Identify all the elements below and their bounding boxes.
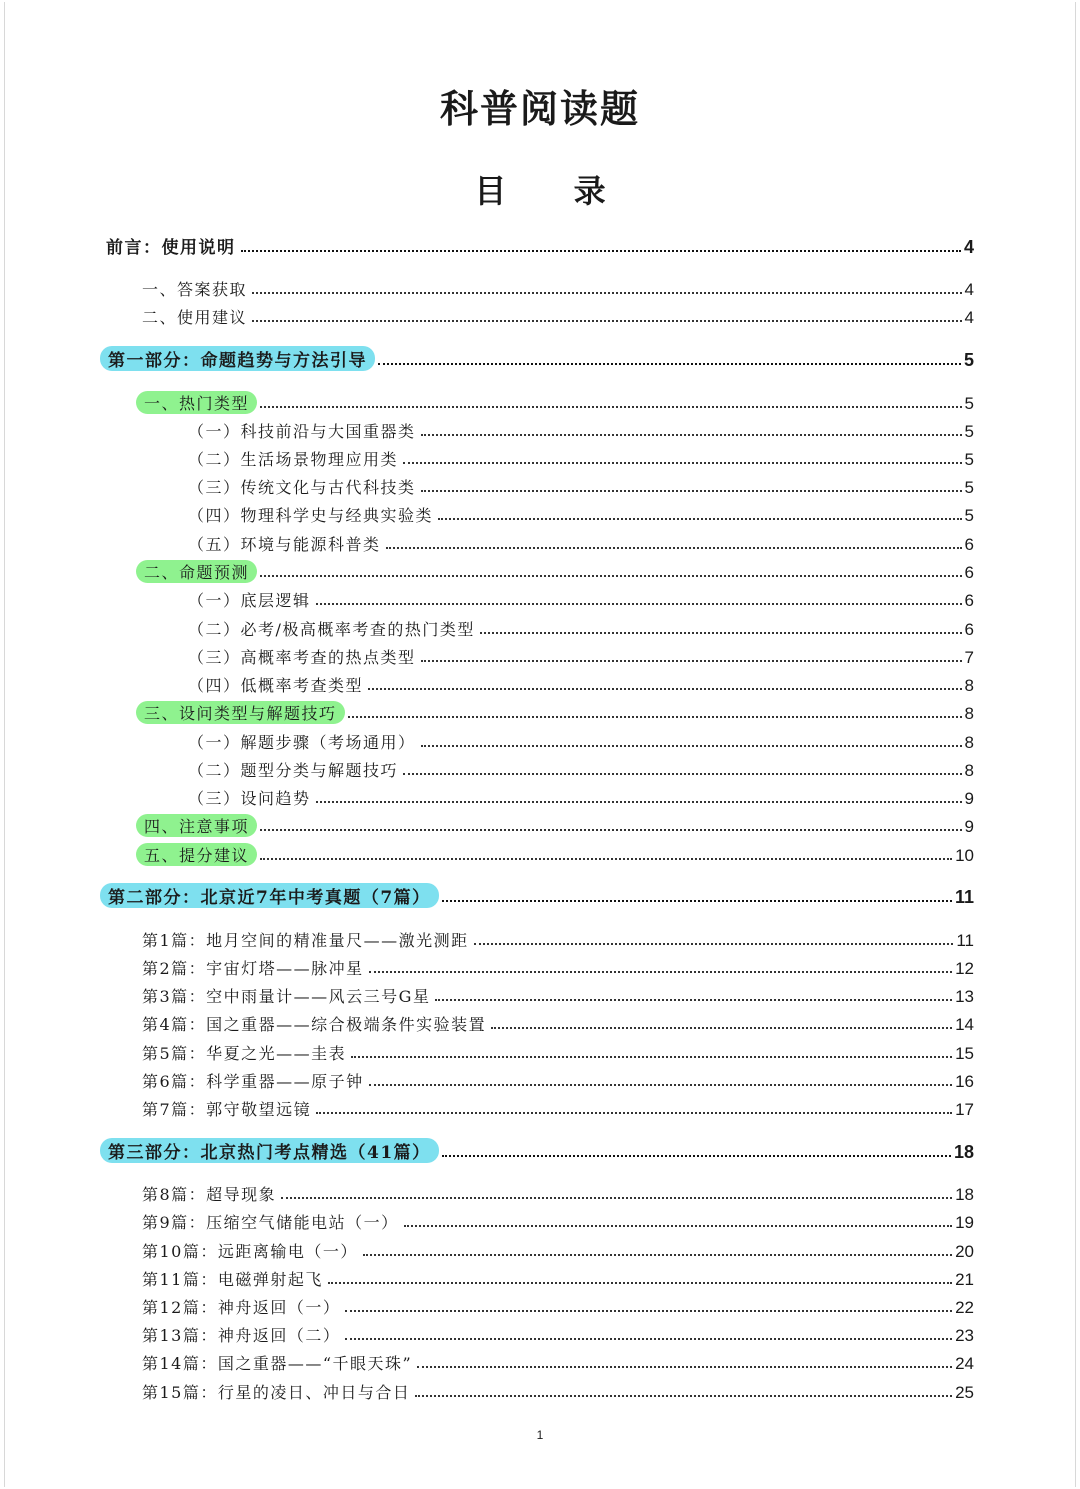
toc-entry-label: 第15篇：行星的凌日、冲日与合日 bbox=[142, 1383, 411, 1402]
toc-heading: 目 录 bbox=[474, 172, 634, 210]
toc-entry[interactable] bbox=[140, 1066, 974, 1092]
dot-leader bbox=[435, 999, 952, 1001]
toc-entry-page: 6 bbox=[964, 563, 974, 582]
toc-entry[interactable] bbox=[186, 585, 974, 611]
dot-leader bbox=[241, 250, 961, 252]
dot-leader bbox=[252, 320, 962, 322]
toc-entry-label: （三）设问趋势 bbox=[188, 789, 311, 808]
toc-entry-page: 19 bbox=[955, 1213, 974, 1232]
toc-entry-page: 23 bbox=[955, 1326, 974, 1345]
toc-entry[interactable] bbox=[140, 274, 974, 300]
toc-entry-label: 第2篇：宇宙灯塔——脉冲星 bbox=[142, 959, 364, 978]
toc-entry-label: 第8篇：超导现象 bbox=[142, 1185, 277, 1204]
toc-entry[interactable] bbox=[140, 1292, 974, 1318]
dot-leader bbox=[260, 575, 962, 577]
dot-leader bbox=[421, 490, 962, 492]
toc-entry-page: 10 bbox=[955, 846, 974, 865]
toc-entry-page: 15 bbox=[955, 1044, 974, 1063]
toc-entry-label: 一、答案获取 bbox=[142, 280, 248, 299]
toc-entry-page: 6 bbox=[964, 535, 974, 554]
toc-entry-label: 第3篇：空中雨量计——风云三号G星 bbox=[142, 987, 431, 1006]
dot-leader bbox=[474, 943, 954, 945]
dot-leader bbox=[369, 1084, 952, 1086]
toc-entry[interactable] bbox=[140, 1009, 974, 1035]
toc-entry-label: 四、注意事项 bbox=[136, 814, 257, 837]
dot-leader bbox=[316, 603, 962, 605]
toc-entry-label: 一、热门类型 bbox=[136, 391, 257, 414]
toc-entry[interactable] bbox=[140, 388, 974, 414]
toc-entry-page: 8 bbox=[964, 761, 974, 780]
toc-entry-page: 21 bbox=[955, 1270, 974, 1289]
dot-leader bbox=[480, 632, 962, 634]
dot-leader bbox=[260, 829, 962, 831]
dot-leader bbox=[442, 1155, 951, 1157]
toc-entry-page: 14 bbox=[955, 1015, 974, 1034]
dot-leader bbox=[345, 1338, 952, 1340]
dot-leader bbox=[417, 1366, 952, 1368]
dot-leader bbox=[386, 547, 962, 549]
toc-entry-label: （一）科技前沿与大国重器类 bbox=[188, 422, 416, 441]
toc-entry-page: 9 bbox=[964, 789, 974, 808]
toc-entry-label: 五、提分建议 bbox=[136, 843, 257, 866]
toc-entry[interactable] bbox=[140, 811, 974, 837]
toc-entry-label: 第7篇：郭守敬望远镜 bbox=[142, 1100, 312, 1119]
toc-entry[interactable] bbox=[140, 1094, 974, 1120]
dot-leader bbox=[316, 801, 962, 803]
dot-leader bbox=[415, 1395, 952, 1397]
toc-entry-page: 12 bbox=[955, 959, 974, 978]
dot-leader bbox=[260, 406, 962, 408]
toc-entry-label: （二）生活场景物理应用类 bbox=[188, 450, 399, 469]
toc-entry-page: 7 bbox=[964, 648, 974, 667]
toc-entry[interactable] bbox=[186, 472, 974, 498]
toc-entry-label: 第9篇：压缩空气储能电站（一） bbox=[142, 1213, 399, 1232]
dot-leader bbox=[404, 1225, 952, 1227]
dot-leader bbox=[369, 971, 952, 973]
toc-entry-page: 8 bbox=[964, 704, 974, 723]
toc-entry[interactable] bbox=[140, 1207, 974, 1233]
toc-entry[interactable] bbox=[186, 444, 974, 470]
toc-entry-page: 5 bbox=[964, 422, 974, 441]
toc-entry-label: 第三部分：北京热门考点精选（41篇） bbox=[100, 1138, 439, 1163]
toc-entry[interactable] bbox=[140, 1377, 974, 1403]
toc-entry-label: 第14篇：国之重器——“千眼天珠” bbox=[142, 1354, 413, 1373]
toc-entry[interactable] bbox=[186, 500, 974, 526]
toc-entry[interactable] bbox=[186, 670, 974, 696]
toc-entry-label: 二、使用建议 bbox=[142, 308, 248, 327]
toc-entry-page: 4 bbox=[963, 237, 974, 257]
document-title: 科普阅读题 bbox=[439, 86, 640, 131]
toc-entry-page: 11 bbox=[956, 931, 974, 950]
toc-entry[interactable] bbox=[186, 416, 974, 442]
toc-entry[interactable] bbox=[140, 1038, 974, 1064]
dot-leader bbox=[316, 1112, 952, 1114]
toc-entry-page: 8 bbox=[964, 676, 974, 695]
toc-entry-page: 6 bbox=[964, 591, 974, 610]
toc-entry-label: 三、设问类型与解题技巧 bbox=[136, 701, 345, 724]
toc-entry[interactable] bbox=[186, 783, 974, 809]
toc-entry[interactable] bbox=[140, 698, 974, 724]
toc-entry[interactable] bbox=[140, 953, 974, 979]
toc-entry[interactable] bbox=[140, 1320, 974, 1346]
toc-entry-label: 二、命题预测 bbox=[136, 560, 257, 583]
toc-entry-label: （四）低概率考查类型 bbox=[188, 676, 364, 695]
toc-entry[interactable] bbox=[140, 925, 974, 951]
toc-entry-label: 前言：使用说明 bbox=[106, 238, 236, 258]
toc-entry-label: 第5篇：华夏之光——圭表 bbox=[142, 1044, 347, 1063]
toc-entry-label: （二）题型分类与解题技巧 bbox=[188, 761, 399, 780]
toc-entry-page: 9 bbox=[964, 817, 974, 836]
toc-entry-page: 13 bbox=[955, 987, 974, 1006]
toc-entry[interactable] bbox=[104, 345, 974, 371]
dot-leader bbox=[260, 858, 952, 860]
toc-entry-page: 4 bbox=[964, 308, 974, 327]
toc-entry[interactable] bbox=[140, 1348, 974, 1374]
toc-entry[interactable] bbox=[140, 1179, 974, 1205]
toc-entry-label: 第10篇：远距离输电（一） bbox=[142, 1242, 358, 1261]
toc-entry-label: 第12篇：神舟返回（一） bbox=[142, 1298, 341, 1317]
toc-entry[interactable] bbox=[140, 1264, 974, 1290]
dot-leader bbox=[442, 900, 952, 902]
dot-leader bbox=[378, 363, 961, 365]
dot-leader bbox=[421, 660, 962, 662]
toc-entry[interactable] bbox=[104, 232, 974, 258]
toc-entry-label: 第1篇：地月空间的精准量尺——激光测距 bbox=[142, 931, 469, 950]
toc-entry-page: 18 bbox=[953, 1142, 974, 1162]
dot-leader bbox=[421, 434, 962, 436]
toc-entry[interactable] bbox=[186, 755, 974, 781]
toc-entry[interactable] bbox=[104, 882, 974, 908]
toc-entry-page: 25 bbox=[955, 1383, 974, 1402]
dot-leader bbox=[281, 1197, 952, 1199]
dot-leader bbox=[438, 518, 962, 520]
toc-entry-page: 20 bbox=[955, 1242, 974, 1261]
toc-entry[interactable] bbox=[140, 302, 974, 328]
toc-entry[interactable] bbox=[140, 981, 974, 1007]
toc-entry-label: （二）必考/极高概率考查的热门类型 bbox=[188, 620, 475, 639]
toc-entry-page: 5 bbox=[964, 450, 974, 469]
toc-entry-label: （三）传统文化与古代科技类 bbox=[188, 478, 416, 497]
dot-leader bbox=[368, 688, 962, 690]
toc-entry-page: 17 bbox=[955, 1100, 974, 1119]
toc-entry-label: （三）高概率考查的热点类型 bbox=[188, 648, 416, 667]
toc-entry[interactable] bbox=[140, 840, 974, 866]
toc-entry-label: 第4篇：国之重器——综合极端条件实验装置 bbox=[142, 1015, 487, 1034]
toc-entry-page: 4 bbox=[964, 280, 974, 299]
dot-leader bbox=[351, 1056, 952, 1058]
toc-entry[interactable] bbox=[186, 642, 974, 668]
toc-entry-page: 8 bbox=[964, 733, 974, 752]
dot-leader bbox=[421, 745, 962, 747]
toc-entry-label: （一）解题步骤（考场通用） bbox=[188, 733, 416, 752]
dot-leader bbox=[345, 1310, 952, 1312]
toc-entry[interactable] bbox=[186, 614, 974, 640]
dot-leader bbox=[491, 1027, 952, 1029]
toc-entry-label: 第13篇：神舟返回（二） bbox=[142, 1326, 341, 1345]
toc-entry[interactable] bbox=[140, 557, 974, 583]
page-number: 1 bbox=[536, 1428, 544, 1442]
toc-entry-page: 5 bbox=[963, 350, 974, 370]
toc-entry-label: 第二部分：北京近7年中考真题（7篇） bbox=[100, 883, 439, 908]
dot-leader bbox=[403, 773, 962, 775]
dot-leader bbox=[252, 292, 962, 294]
dot-leader bbox=[328, 1282, 952, 1284]
toc-entry[interactable] bbox=[186, 727, 974, 753]
toc-entry-page: 18 bbox=[955, 1185, 974, 1204]
toc-entry[interactable] bbox=[104, 1137, 974, 1163]
dot-leader bbox=[348, 716, 962, 718]
toc-entry-page: 22 bbox=[955, 1298, 974, 1317]
toc-entry-page: 5 bbox=[964, 478, 974, 497]
dot-leader bbox=[403, 462, 962, 464]
toc-entry-page: 24 bbox=[955, 1354, 974, 1373]
toc-entry-label: （四）物理科学史与经典实验类 bbox=[188, 506, 434, 525]
toc-entry-label: 第6篇：科学重器——原子钟 bbox=[142, 1072, 364, 1091]
toc-entry-page: 5 bbox=[964, 506, 974, 525]
toc-entry-page: 16 bbox=[955, 1072, 974, 1091]
dot-leader bbox=[363, 1254, 952, 1256]
toc-entry-page: 6 bbox=[964, 620, 974, 639]
toc-entry-page: 5 bbox=[964, 394, 974, 413]
toc-entry-label: 第11篇：电磁弹射起飞 bbox=[142, 1270, 323, 1289]
toc-entry[interactable] bbox=[140, 1236, 974, 1262]
toc-entry-page: 11 bbox=[954, 887, 974, 907]
toc-entry-label: 第一部分：命题趋势与方法引导 bbox=[100, 346, 375, 371]
toc-entry-label: （五）环境与能源科普类 bbox=[188, 535, 381, 554]
toc-entry[interactable] bbox=[186, 529, 974, 555]
toc-entry-label: （一）底层逻辑 bbox=[188, 591, 311, 610]
